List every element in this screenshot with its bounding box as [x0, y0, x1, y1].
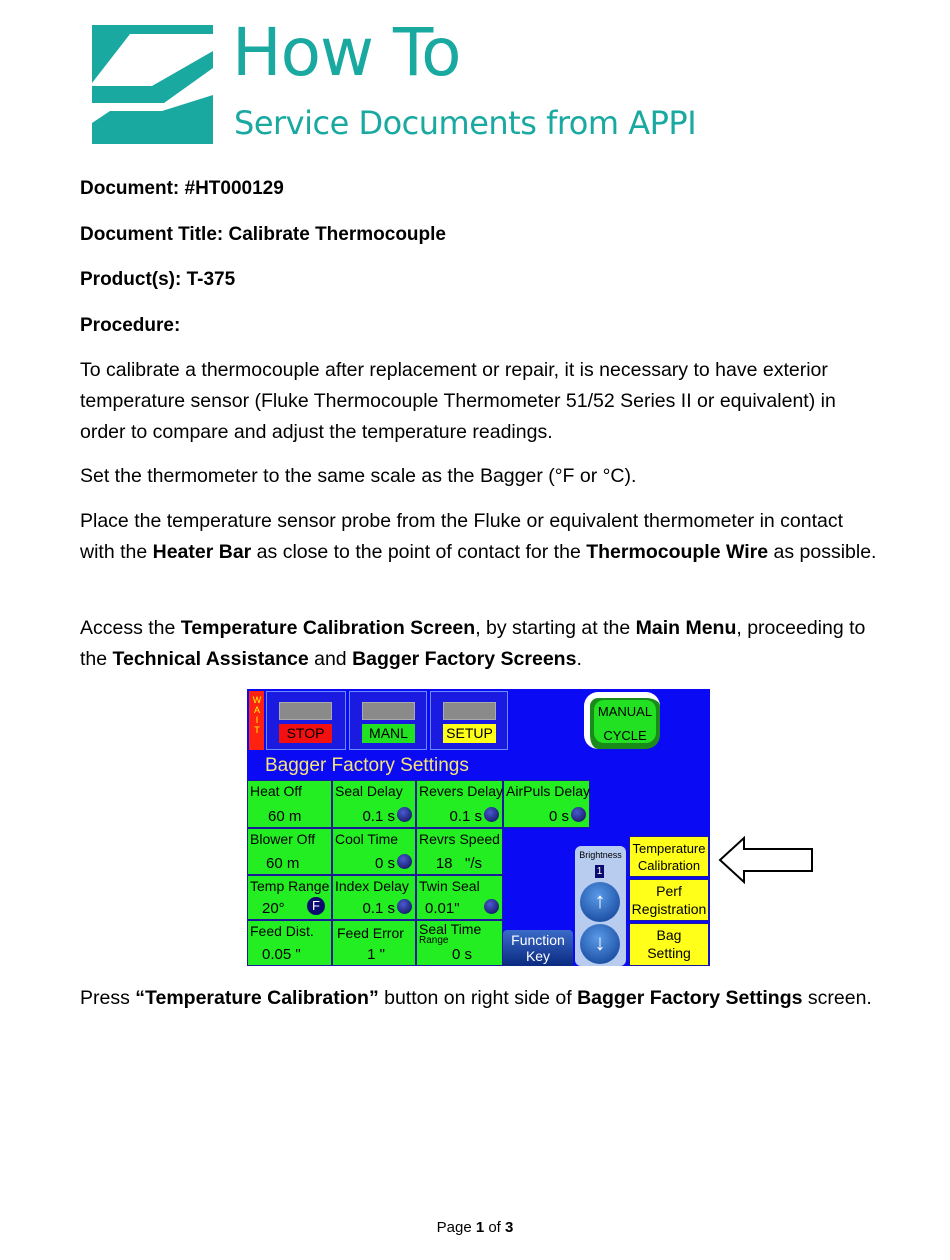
twin-seal-cell: Twin Seal 0.01" [416, 875, 503, 920]
left-arrow-icon [718, 836, 816, 884]
wait-indicator: WAIT [249, 691, 264, 750]
paragraph-1: To calibrate a thermocouple after replacement or repair, it is necessary to have exterior temperature sensor (Fluke Thermocouple Thermometer 51/52 Series II or equivalent) in order to compare and adjust the temperature readings. [80, 359, 836, 443]
document-title: Document Title: Calibrate Thermocouple [80, 224, 446, 245]
document-number: Document: #HT000129 [80, 178, 284, 199]
feed-error-cell: Feed Error 1 " [332, 920, 416, 966]
knob-icon [484, 807, 499, 822]
temp-range-cell: Temp Range 20° F [247, 875, 332, 920]
arrow-up-icon: ↑ [580, 882, 620, 922]
knob-icon [484, 899, 499, 914]
products: Product(s): T-375 [80, 269, 236, 290]
fahrenheit-badge: F [307, 897, 325, 915]
knob-icon [397, 899, 412, 914]
appi-logo-icon [92, 25, 213, 144]
revers-delay-cell: Revers Delay 0.1 s [416, 780, 503, 828]
stop-mode: STOP [266, 691, 346, 750]
knob-icon [397, 854, 412, 869]
manl-mode: MANL [349, 691, 427, 750]
function-key-button: Function Key [503, 930, 573, 966]
arrow-down-icon: ↓ [580, 924, 620, 964]
brightness-value: 1 [596, 866, 603, 877]
brightness-panel: Brightness 1 ↑ ↓ [575, 846, 626, 966]
airpuls-delay-cell: AirPuls Delay 0 s [503, 780, 590, 828]
manual-cycle-button: MANUAL CYCLE [584, 692, 660, 749]
page-number: Page 1 of 3 [436, 1219, 514, 1236]
screen-title: Bagger Factory Settings [265, 755, 469, 776]
paragraph-3: Place the temperature sensor probe from the Fluke or equivalent thermometer in contact with the Heater Bar as close to the point of contact for the Thermocouple Wire as possible. [80, 510, 877, 563]
paragraph-4: Access the Temperature Calibration Screen, by starting at the Main Menu, proceeding to the Technical Assistance and Bagger Factory Screens. [80, 617, 866, 670]
procedure-heading: Procedure: [80, 315, 181, 336]
heat-off-cell: Heat Off 60 m [247, 780, 332, 828]
knob-icon [571, 807, 586, 822]
logo-subtitle: Service Documents from APPI [234, 104, 697, 142]
blower-off-cell: Blower Off 60 m [247, 828, 332, 875]
paragraph-2: Set the thermometer to the same scale as the Bagger (°F or °C). [80, 465, 637, 487]
revrs-speed-cell: Revrs Speed 18 "/s [416, 828, 503, 875]
knob-icon [397, 807, 412, 822]
index-delay-cell: Index Delay 0.1 s [332, 875, 416, 920]
setup-mode: SETUP [430, 691, 508, 750]
perf-registration-button: Perf Registration [629, 879, 709, 921]
bagger-factory-settings-screenshot [247, 689, 710, 966]
seal-delay-cell: Seal Delay 0.1 s [332, 780, 416, 828]
seal-time-range-cell: Seal Time Range 0 s [416, 920, 503, 966]
cool-time-cell: Cool Time 0 s [332, 828, 416, 875]
logo-title: How To [232, 14, 461, 91]
temperature-calibration-button: Temperature Calibration [629, 836, 709, 877]
bag-setting-button: Bag Setting [629, 923, 709, 966]
paragraph-5: Press “Temperature Calibration” button on right side of Bagger Factory Settings screen. [80, 987, 872, 1009]
feed-dist-cell: Feed Dist. 0.05 " [247, 920, 332, 966]
